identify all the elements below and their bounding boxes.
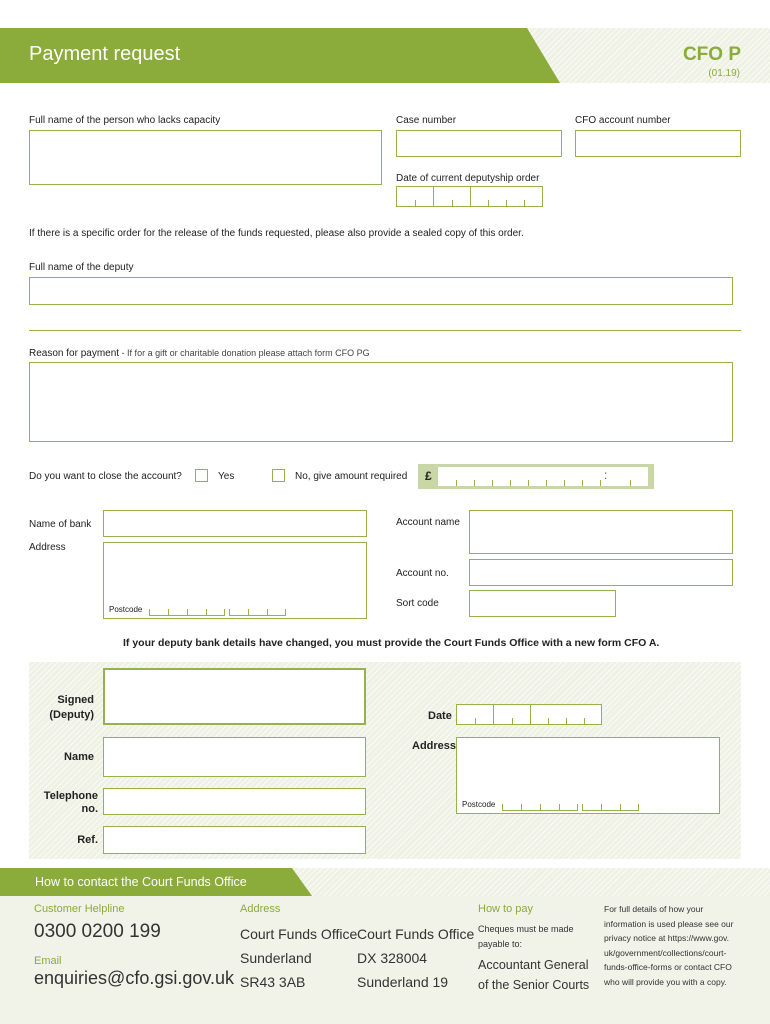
- yes-label: Yes: [218, 471, 235, 482]
- case-number-field[interactable]: [396, 130, 562, 157]
- reason-label-text: Reason for payment: [29, 348, 120, 359]
- telephone-label: Telephone no.: [43, 790, 98, 815]
- pay-note: Cheques must be made payable to:: [478, 924, 574, 949]
- cfo-account-label: CFO account number: [575, 115, 671, 126]
- email-heading: Email: [34, 955, 62, 967]
- case-number-label: Case number: [396, 115, 457, 126]
- no-label: No, give amount required: [295, 471, 408, 482]
- email-address[interactable]: enquiries@cfo.gsi.gov.uk: [34, 968, 235, 988]
- bank-change-note: If your deputy bank details have changed, you must provide the Court Funds Office with a new form CFO A.: [123, 637, 660, 649]
- deputyship-date-label: Date of current deputyship order: [396, 173, 540, 184]
- close-account-question: Do you want to close the account?: [29, 471, 182, 482]
- specific-order-note: If there is a specific order for the release of the funds requested, please also provide a sealed copy of this order.: [29, 228, 524, 239]
- yes-checkbox[interactable]: [195, 469, 208, 482]
- deputy-address-field[interactable]: [456, 737, 720, 814]
- currency-symbol: £: [425, 469, 432, 483]
- date-label: Date: [428, 710, 452, 722]
- form-version: (01.19): [708, 68, 740, 79]
- deputyship-date-field[interactable]: [396, 186, 543, 207]
- decimal-separator: :: [604, 468, 608, 482]
- deputy-postcode-field[interactable]: [502, 798, 578, 811]
- reason-label: [29, 348, 370, 359]
- cfo-account-field[interactable]: [575, 130, 741, 157]
- bank-postcode-label: Postcode: [109, 605, 143, 614]
- helpline-heading: Customer Helpline: [34, 903, 125, 915]
- address-heading: Address: [240, 903, 281, 915]
- telephone-field[interactable]: [103, 788, 366, 815]
- sort-code-label: Sort code: [396, 598, 439, 609]
- reason-field[interactable]: [29, 362, 733, 442]
- no-checkbox[interactable]: [272, 469, 285, 482]
- signature-field[interactable]: [103, 668, 366, 725]
- amount-digits: [438, 467, 620, 486]
- pay-heading: How to pay: [478, 903, 534, 915]
- bank-address-field[interactable]: [103, 542, 367, 619]
- helpline-number: 0300 0200 199: [34, 921, 161, 942]
- reason-hint: - If for a gift or charitable donation please attach form CFO PG: [119, 348, 370, 358]
- privacy-note: For full details of how your information is used please see our privacy notice at https://www.gov. uk/government/collections/court- funds-office-forms or contact CFO who will provide you with a copy.: [604, 904, 734, 987]
- ref-label: Ref.: [77, 834, 98, 846]
- contact-title: How to contact the Court Funds Office: [35, 875, 247, 889]
- signed-label: Signed (Deputy): [49, 694, 94, 721]
- name-label: Name: [64, 751, 94, 763]
- address-label: Address: [412, 740, 457, 752]
- account-name-field[interactable]: [469, 510, 733, 554]
- deputy-name-label: Full name of the deputy: [29, 262, 134, 273]
- bank-name-field[interactable]: [103, 510, 367, 537]
- full-name-field[interactable]: [29, 130, 382, 185]
- deputy-postcode-label: Postcode: [462, 800, 496, 809]
- form-code: CFO P: [682, 44, 741, 65]
- ref-field[interactable]: [103, 826, 366, 854]
- full-name-label: Full name of the person who lacks capacity: [29, 115, 221, 126]
- bank-name-label: Name of bank: [29, 519, 92, 530]
- account-name-label: Account name: [396, 517, 460, 528]
- amount-pence: [612, 467, 648, 486]
- payee-name: Accountant General of the Senior Courts: [478, 958, 590, 992]
- bank-postcode-field[interactable]: [149, 603, 225, 616]
- name-field[interactable]: [103, 737, 366, 777]
- office-address-2: Court Funds Office DX 328004 Sunderland 19: [357, 926, 475, 990]
- deputy-name-field[interactable]: [29, 277, 733, 305]
- account-no-field[interactable]: [469, 559, 733, 586]
- office-address-1: Court Funds Office Sunderland SR43 3AB: [240, 926, 358, 990]
- date-field[interactable]: [456, 704, 602, 725]
- section-divider: [29, 330, 741, 331]
- sort-code-field[interactable]: [469, 590, 616, 617]
- page-title: Payment request: [29, 43, 181, 65]
- bank-address-label: Address: [29, 542, 66, 553]
- amount-field[interactable]: [418, 464, 654, 489]
- account-no-label: Account no.: [396, 568, 449, 579]
